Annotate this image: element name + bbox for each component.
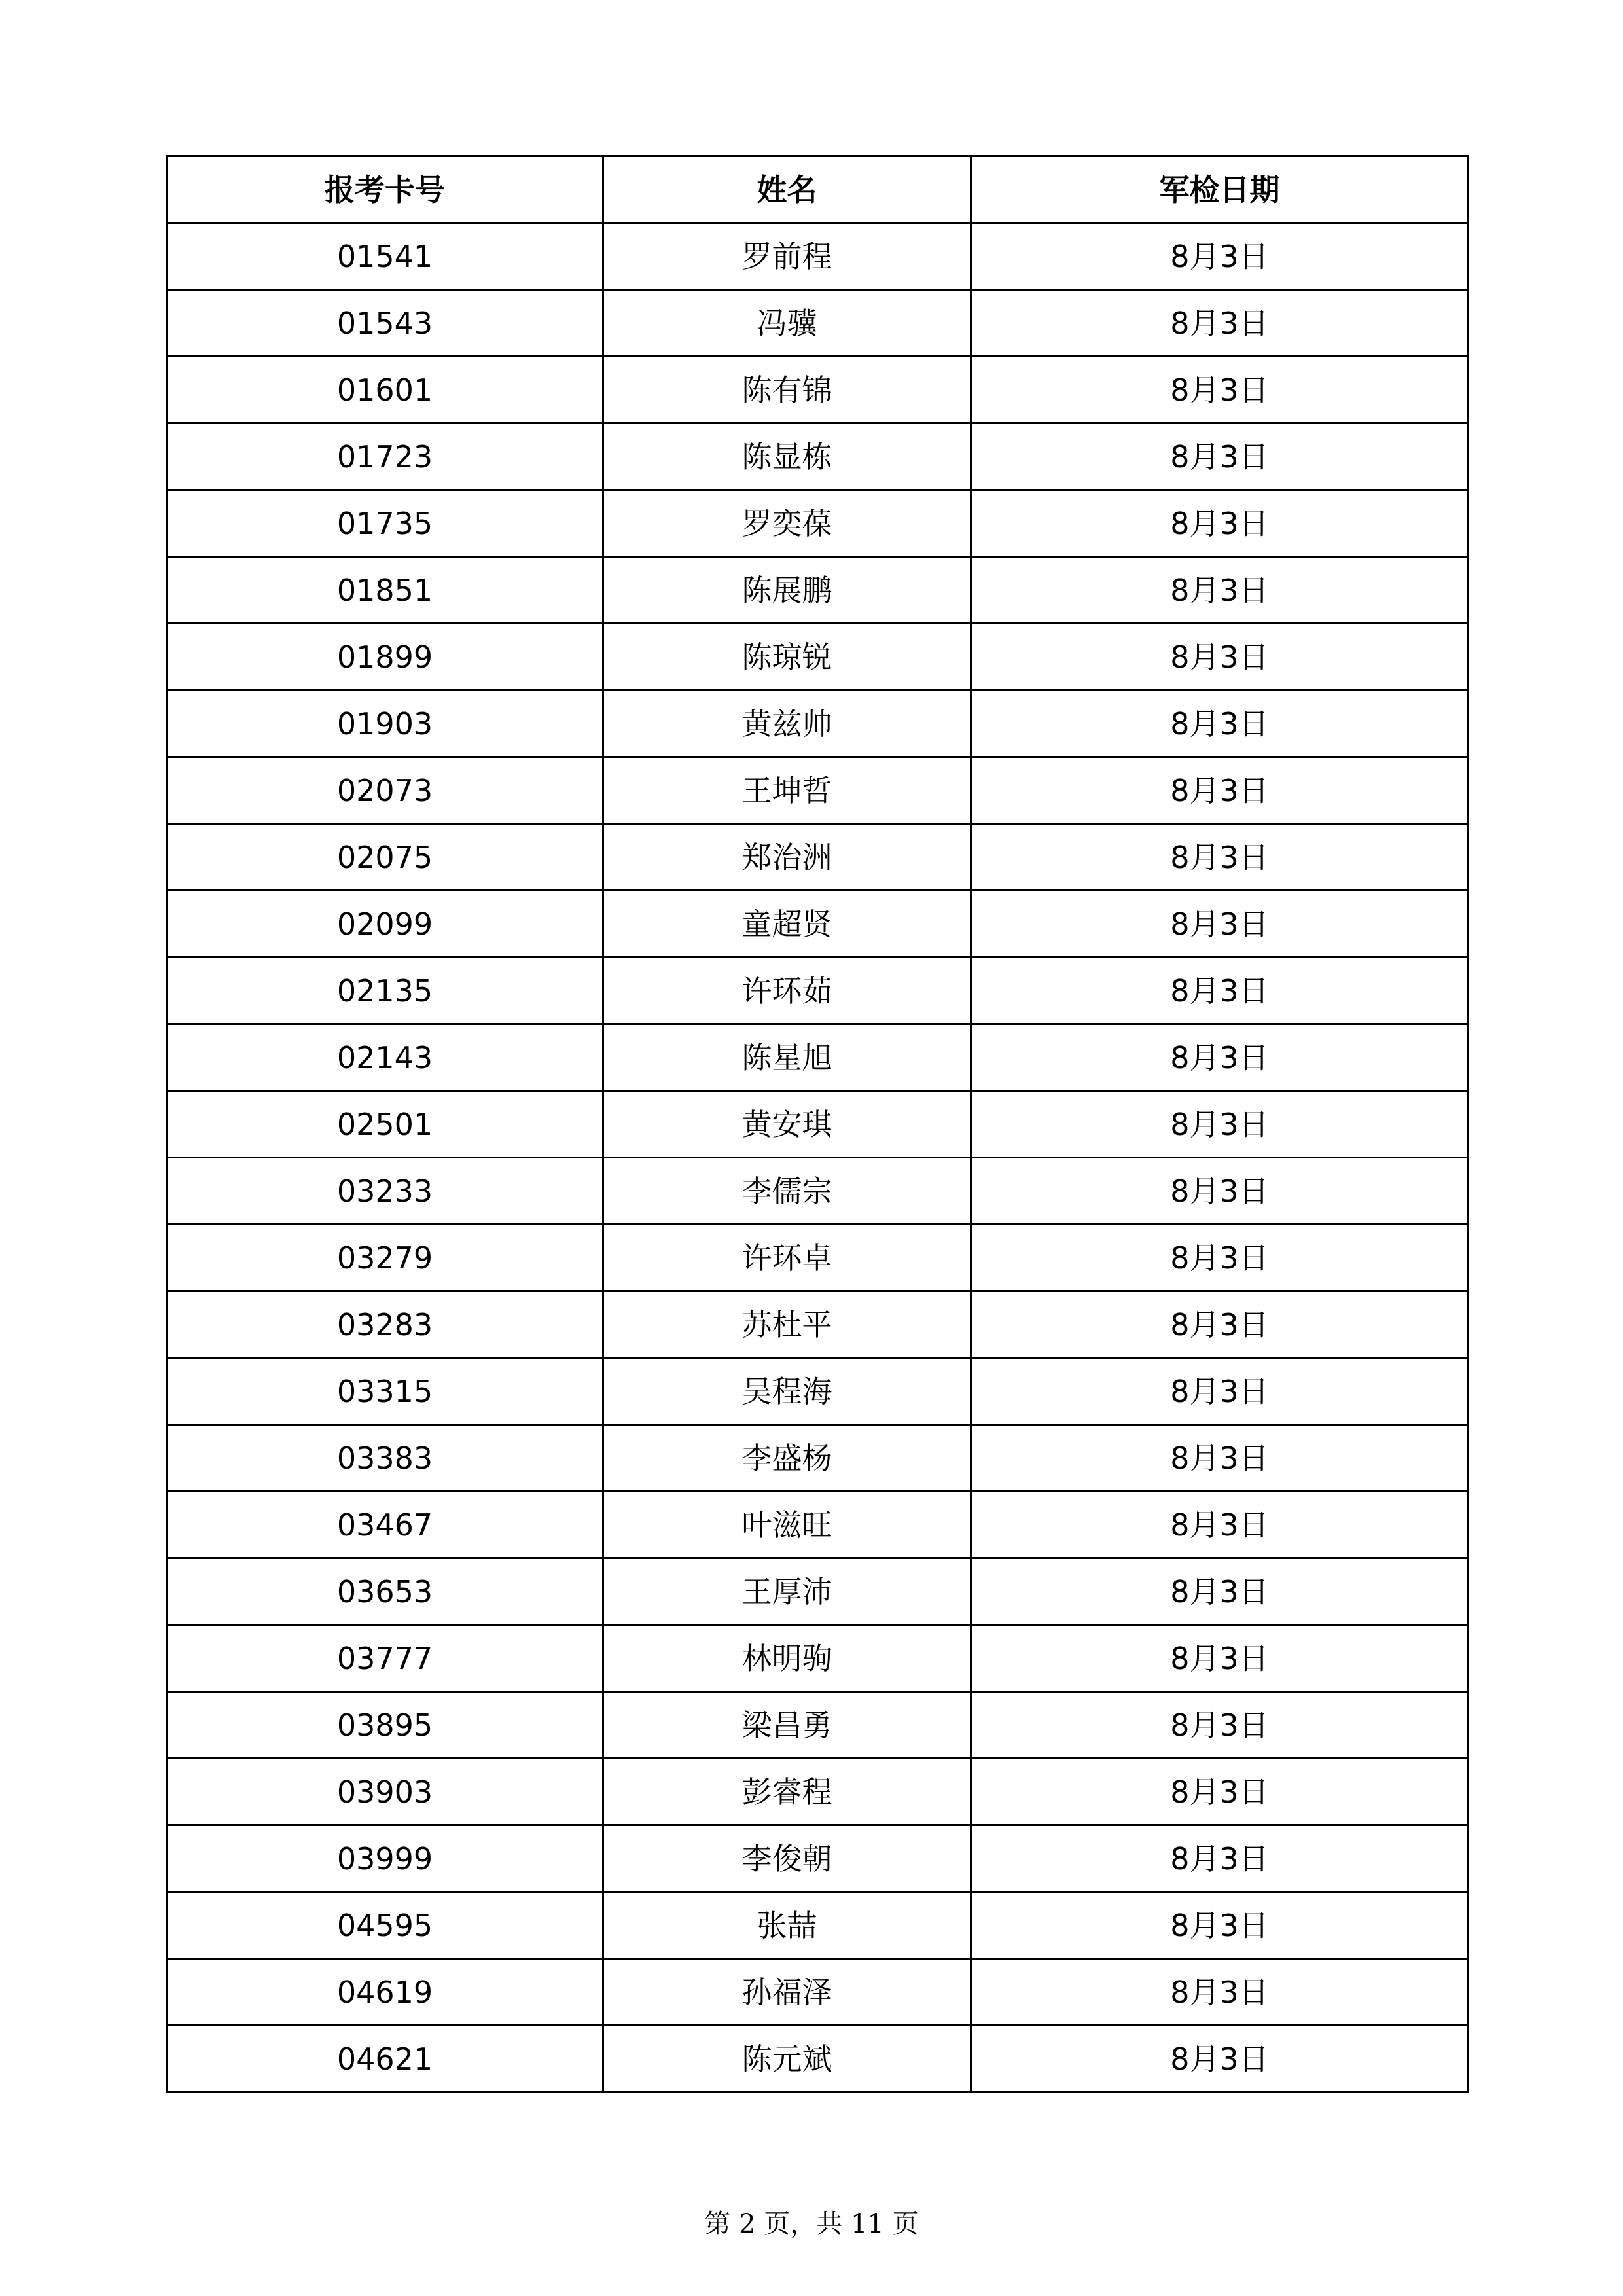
table-row [167, 1959, 1469, 2026]
cell-name: 陈显栋 [603, 423, 971, 490]
cell-card-no: 01899 [167, 624, 603, 691]
table-row [167, 691, 1469, 757]
cell-name: 陈琼锐 [603, 624, 971, 691]
cell-card-no: 02099 [167, 891, 603, 958]
table-row [167, 1091, 1469, 1158]
table-header-row [167, 156, 1469, 223]
cell-name: 黄安琪 [603, 1091, 971, 1158]
cell-name: 罗奕葆 [603, 490, 971, 557]
cell-exam-date: 8月3日 [971, 290, 1469, 357]
cell-exam-date: 8月3日 [971, 1625, 1469, 1692]
cell-exam-date: 8月3日 [971, 423, 1469, 490]
table-row [167, 290, 1469, 357]
cell-exam-date: 8月3日 [971, 1091, 1469, 1158]
cell-exam-date: 8月3日 [971, 691, 1469, 757]
cell-card-no: 03383 [167, 1425, 603, 1492]
header-exam-date: 军检日期 [971, 156, 1469, 223]
cell-card-no: 03999 [167, 1825, 603, 1892]
table-row [167, 490, 1469, 557]
table-row [167, 757, 1469, 824]
cell-exam-date: 8月3日 [971, 1558, 1469, 1625]
cell-exam-date: 8月3日 [971, 1425, 1469, 1492]
cell-card-no: 02143 [167, 1024, 603, 1091]
table-row [167, 1759, 1469, 1825]
cell-name: 郑治洲 [603, 824, 971, 891]
cell-name: 童超贤 [603, 891, 971, 958]
cell-exam-date: 8月3日 [971, 1692, 1469, 1759]
cell-exam-date: 8月3日 [971, 2026, 1469, 2092]
cell-name: 黄兹帅 [603, 691, 971, 757]
table-row [167, 1692, 1469, 1759]
table-row [167, 1625, 1469, 1692]
cell-name: 梁昌勇 [603, 1692, 971, 1759]
cell-name: 苏杜平 [603, 1291, 971, 1358]
table-body [167, 223, 1469, 2092]
cell-card-no: 01903 [167, 691, 603, 757]
table-row [167, 624, 1469, 691]
cell-card-no: 01723 [167, 423, 603, 490]
cell-card-no: 02073 [167, 757, 603, 824]
cell-name: 许环茹 [603, 958, 971, 1024]
cell-card-no: 03279 [167, 1225, 603, 1291]
cell-name: 李盛杨 [603, 1425, 971, 1492]
cell-name: 冯骥 [603, 290, 971, 357]
cell-card-no: 01851 [167, 557, 603, 624]
cell-name: 张喆 [603, 1892, 971, 1959]
table-row [167, 557, 1469, 624]
cell-name: 彭睿程 [603, 1759, 971, 1825]
cell-card-no: 03283 [167, 1291, 603, 1358]
table-row [167, 1024, 1469, 1091]
cell-card-no: 03895 [167, 1692, 603, 1759]
cell-exam-date: 8月3日 [971, 1959, 1469, 2026]
cell-exam-date: 8月3日 [971, 1759, 1469, 1825]
cell-name: 陈元斌 [603, 2026, 971, 2092]
table-row [167, 1225, 1469, 1291]
header-card-no: 报考卡号 [167, 156, 603, 223]
cell-exam-date: 8月3日 [971, 490, 1469, 557]
cell-name: 林明驹 [603, 1625, 971, 1692]
table-row [167, 1892, 1469, 1959]
cell-card-no: 04621 [167, 2026, 603, 2092]
cell-name: 陈展鹏 [603, 557, 971, 624]
cell-exam-date: 8月3日 [971, 1225, 1469, 1291]
cell-card-no: 01541 [167, 223, 603, 290]
page-footer: 第 2 页，共 11 页 [704, 2209, 919, 2239]
cell-card-no: 01735 [167, 490, 603, 557]
cell-card-no: 03903 [167, 1759, 603, 1825]
cell-name: 孙福泽 [603, 1959, 971, 2026]
exam-roster-table [166, 155, 1469, 2093]
cell-exam-date: 8月3日 [971, 223, 1469, 290]
cell-exam-date: 8月3日 [971, 757, 1469, 824]
cell-card-no: 02075 [167, 824, 603, 891]
table-row [167, 824, 1469, 891]
cell-name: 许环卓 [603, 1225, 971, 1291]
cell-card-no: 04619 [167, 1959, 603, 2026]
table-row [167, 1358, 1469, 1425]
cell-card-no: 03467 [167, 1492, 603, 1558]
cell-name: 罗前程 [603, 223, 971, 290]
cell-name: 李儒宗 [603, 1158, 971, 1225]
cell-exam-date: 8月3日 [971, 1024, 1469, 1091]
table-row [167, 1825, 1469, 1892]
cell-exam-date: 8月3日 [971, 1291, 1469, 1358]
cell-name: 陈有锦 [603, 357, 971, 423]
cell-exam-date: 8月3日 [971, 1892, 1469, 1959]
table-row [167, 1492, 1469, 1558]
cell-card-no: 03777 [167, 1625, 603, 1692]
cell-card-no: 03315 [167, 1358, 603, 1425]
cell-card-no: 01543 [167, 290, 603, 357]
table-row [167, 891, 1469, 958]
cell-name: 陈星旭 [603, 1024, 971, 1091]
table-row [167, 1558, 1469, 1625]
cell-name: 王厚沛 [603, 1558, 971, 1625]
table-row [167, 1291, 1469, 1358]
cell-exam-date: 8月3日 [971, 1825, 1469, 1892]
cell-exam-date: 8月3日 [971, 624, 1469, 691]
table-row [167, 223, 1469, 290]
table-row [167, 423, 1469, 490]
cell-exam-date: 8月3日 [971, 1492, 1469, 1558]
cell-exam-date: 8月3日 [971, 824, 1469, 891]
cell-exam-date: 8月3日 [971, 891, 1469, 958]
table-row [167, 958, 1469, 1024]
cell-name: 吴程海 [603, 1358, 971, 1425]
cell-exam-date: 8月3日 [971, 1358, 1469, 1425]
cell-card-no: 02135 [167, 958, 603, 1024]
cell-exam-date: 8月3日 [971, 557, 1469, 624]
table-row [167, 1425, 1469, 1492]
cell-name: 王坤哲 [603, 757, 971, 824]
cell-exam-date: 8月3日 [971, 958, 1469, 1024]
cell-card-no: 04595 [167, 1892, 603, 1959]
cell-card-no: 02501 [167, 1091, 603, 1158]
table-row [167, 1158, 1469, 1225]
cell-name: 李俊朝 [603, 1825, 971, 1892]
cell-card-no: 03233 [167, 1158, 603, 1225]
cell-exam-date: 8月3日 [971, 1158, 1469, 1225]
table-row [167, 357, 1469, 423]
header-name: 姓名 [603, 156, 971, 223]
cell-name: 叶滋旺 [603, 1492, 971, 1558]
table-row [167, 2026, 1469, 2092]
cell-card-no: 01601 [167, 357, 603, 423]
cell-card-no: 03653 [167, 1558, 603, 1625]
cell-exam-date: 8月3日 [971, 357, 1469, 423]
